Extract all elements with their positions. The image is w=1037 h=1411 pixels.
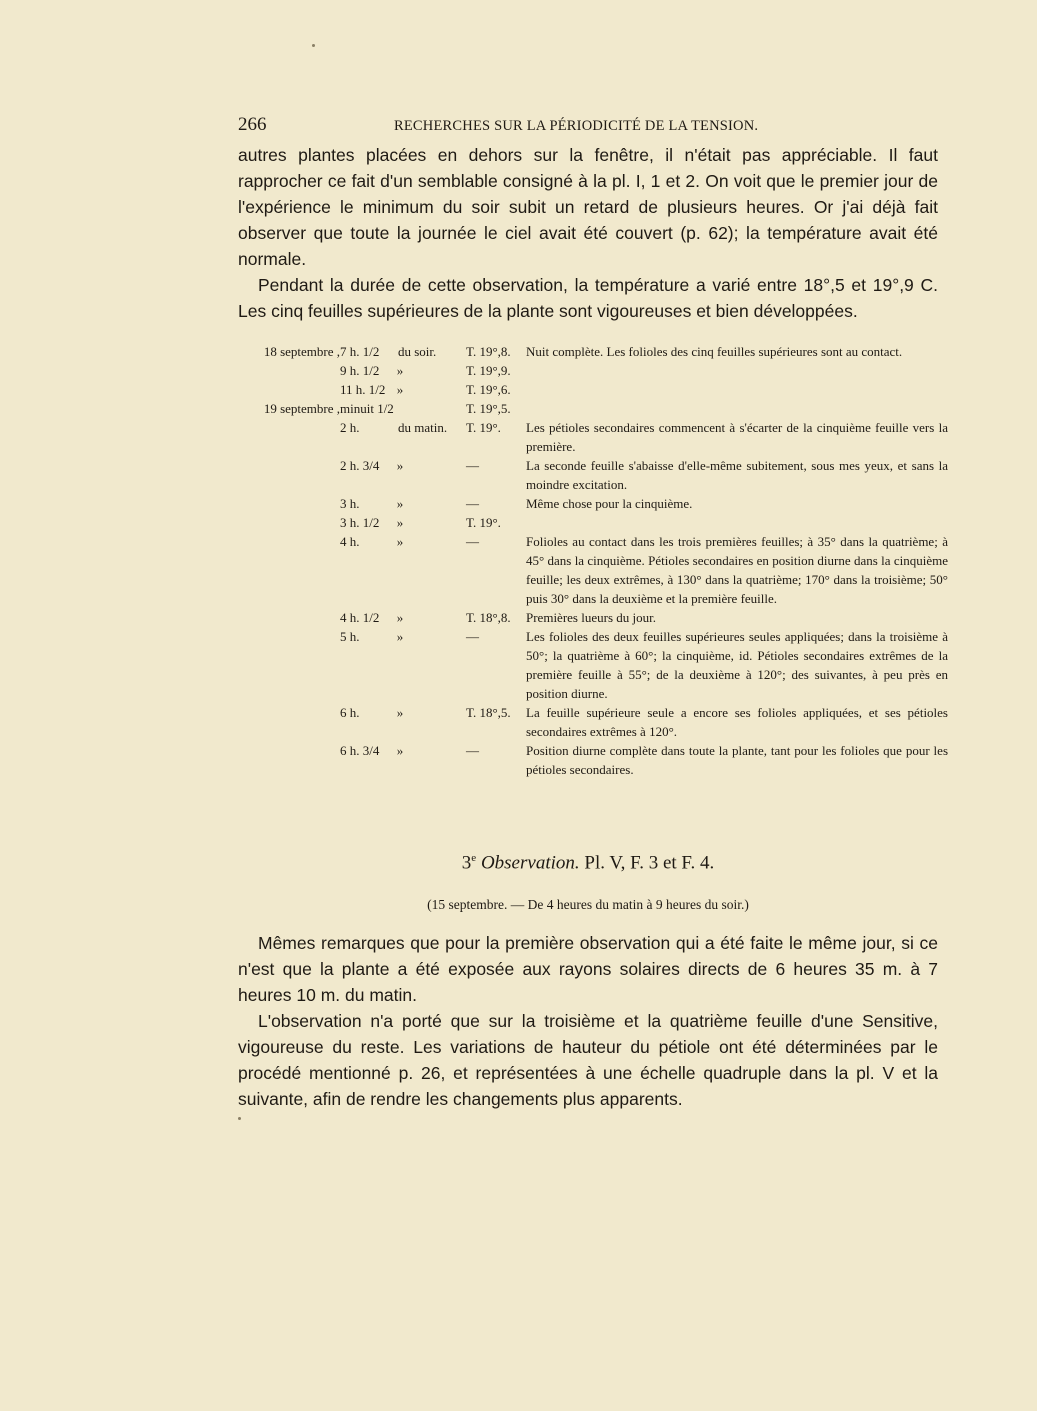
intro-paragraph-2: Pendant la durée de cette observation, la température a varié entre 18°,5 et 19°,9 C. Les cinq feuilles supérieures de la plante sont vigoureuses et bien développées. [238,275,938,321]
log-note [526,513,948,532]
log-entry [238,741,948,779]
log-time: 5 h. [340,629,360,644]
log-ref: » [396,705,404,720]
log-entry [238,608,948,627]
log-note: La seconde feuille s'abaisse d'elle-même subitement, sous mes yeux, et sans la moindre excitation. [526,458,948,492]
log-note [526,361,948,380]
body-paragraph-1: Mêmes remarques que pour la première observation qui a été faite le même jour, si ce n'est que la plante a été exposée aux rayons solaires directs de 6 heures 35 m. à 7 heures 10 m. du matin. [238,933,938,1005]
log-entry [238,380,948,399]
log-entry [238,532,948,608]
log-entry [238,399,948,418]
log-ref: du soir. [398,344,437,359]
log-ref: » [396,458,404,473]
log-time: 3 h. 1/2 [340,515,380,530]
log-time: 6 h. [340,705,360,720]
log-note: Même chose pour la cinquième. [526,496,693,511]
log-date: 19 septembre , [263,401,340,416]
log-temperature: T. 19°,5. [466,401,511,416]
page-number: 266 [238,114,267,135]
log-temperature: — [466,629,479,644]
log-temperature: T. 19°,6. [466,382,511,397]
log-note [526,399,948,418]
log-entry [238,361,948,380]
log-temperature: T. 19°. [466,515,501,530]
log-time: 6 h. 3/4 [340,743,380,758]
page-header [238,114,938,138]
log-temperature: — [466,743,479,758]
log-entry [238,494,948,513]
log-note: Folioles au contact dans les trois premières feuilles; à 35° dans la quatrième; à 45° dans la cinquième. Pétioles secondaires en position diurne dans la cinquième feuille; les deux extrêmes, à 130° dans la quatrième; 170° dans la troisième; 50° puis 30° dans la deuxième et la première feuille. [526,534,948,606]
observation-log [238,342,948,779]
log-temperature: T. 19°,8. [466,344,511,359]
log-ref: » [396,382,404,397]
log-time: minuit 1/2 [340,401,394,416]
log-temperature: T. 19°,9. [466,363,511,378]
log-note: La feuille supérieure seule a encore ses folioles appliquées, et ses pétioles secondaires extrêmes à 120°. [526,705,948,739]
paper-speck [238,1117,241,1120]
log-ref: » [396,629,404,644]
log-temperature: T. 19°. [466,420,501,435]
log-ref: » [396,496,404,511]
log-entry [238,513,948,532]
log-time: 2 h. [340,420,360,435]
log-temperature: — [466,534,479,549]
log-note: Nuit complète. Les folioles des cinq feuilles supérieures sont au contact. [526,344,903,359]
paper-speck [312,44,315,47]
log-entry [238,418,948,456]
section-title [238,852,938,874]
section-number-sup: e [471,852,477,864]
log-entry [238,703,948,741]
log-temperature: T. 18°,8. [466,610,511,625]
log-time: 4 h. 1/2 [340,610,380,625]
log-temperature: — [466,496,479,511]
log-entry [238,342,948,361]
log-temperature: — [466,458,479,473]
log-time: 2 h. 3/4 [340,458,380,473]
log-ref: » [396,610,404,625]
body-paragraph-2: L'observation n'a porté que sur la troisième et la quatrième feuille d'une Sensitive, vigoureuse du reste. Les variations de hauteur du pétiole ont été déterminées par le procédé mentionné p. 26, et représentées à une échelle quadruple dans la pl. V et la suivante, afin de rendre les changements plus apparents. [238,1011,938,1109]
log-entry [238,456,948,494]
log-time: 3 h. [340,496,360,511]
log-note: Les folioles des deux feuilles supérieures seules appliquées; dans la troisième à 50°; la quatrième à 60°; la cinquième, id. Pétioles secondaires extrêmes de la première feuille à 55°; de la deuxième à 120°; des suivantes, à peu près en position diurne. [526,629,948,701]
log-note: Les pétioles secondaires commencent à s'écarter de la cinquième feuille vers la première. [526,420,948,454]
section-title-ref: Pl. V, F. 3 et F. 4. [584,852,715,874]
log-date: 18 septembre , [263,344,340,359]
log-ref: du matin. [398,420,448,435]
section-number: 3 [461,852,472,874]
section-title-italic: Observation. [480,852,580,874]
log-entry [238,627,948,703]
log-time: 11 h. 1/2 [340,382,386,397]
log-ref: » [396,515,404,530]
log-time: 4 h. [340,534,360,549]
log-note: Position diurne complète dans toute la plante, tant pour les folioles que pour les pétioles secondaires. [526,743,948,777]
log-time: 9 h. 1/2 [340,363,380,378]
intro-paragraph-1: autres plantes placées en dehors sur la fenêtre, il n'était pas appréciable. Il faut rapprocher ce fait d'un semblable consigné à la pl. I, 1 et 2. On voit que le premier jour de l'expérience le minimum du soir subit un retard de plusieurs heures. Or j'ai déjà fait observer que toute la journée le ciel avait été couvert (p. 62); la température avait été normale. [238,145,938,269]
log-ref: » [396,743,404,758]
log-note: Premières lueurs du jour. [526,610,656,625]
log-ref: » [396,363,404,378]
running-title: RECHERCHES SUR LA PÉRIODICITÉ DE LA TENSION. [394,118,759,134]
log-temperature: T. 18°,5. [466,705,511,720]
section-subtitle: (15 septembre. — De 4 heures du matin à 9 heures du soir.) [427,897,749,912]
log-time: 7 h. 1/2 [340,344,380,359]
log-ref: » [396,534,404,549]
log-note [526,380,948,399]
